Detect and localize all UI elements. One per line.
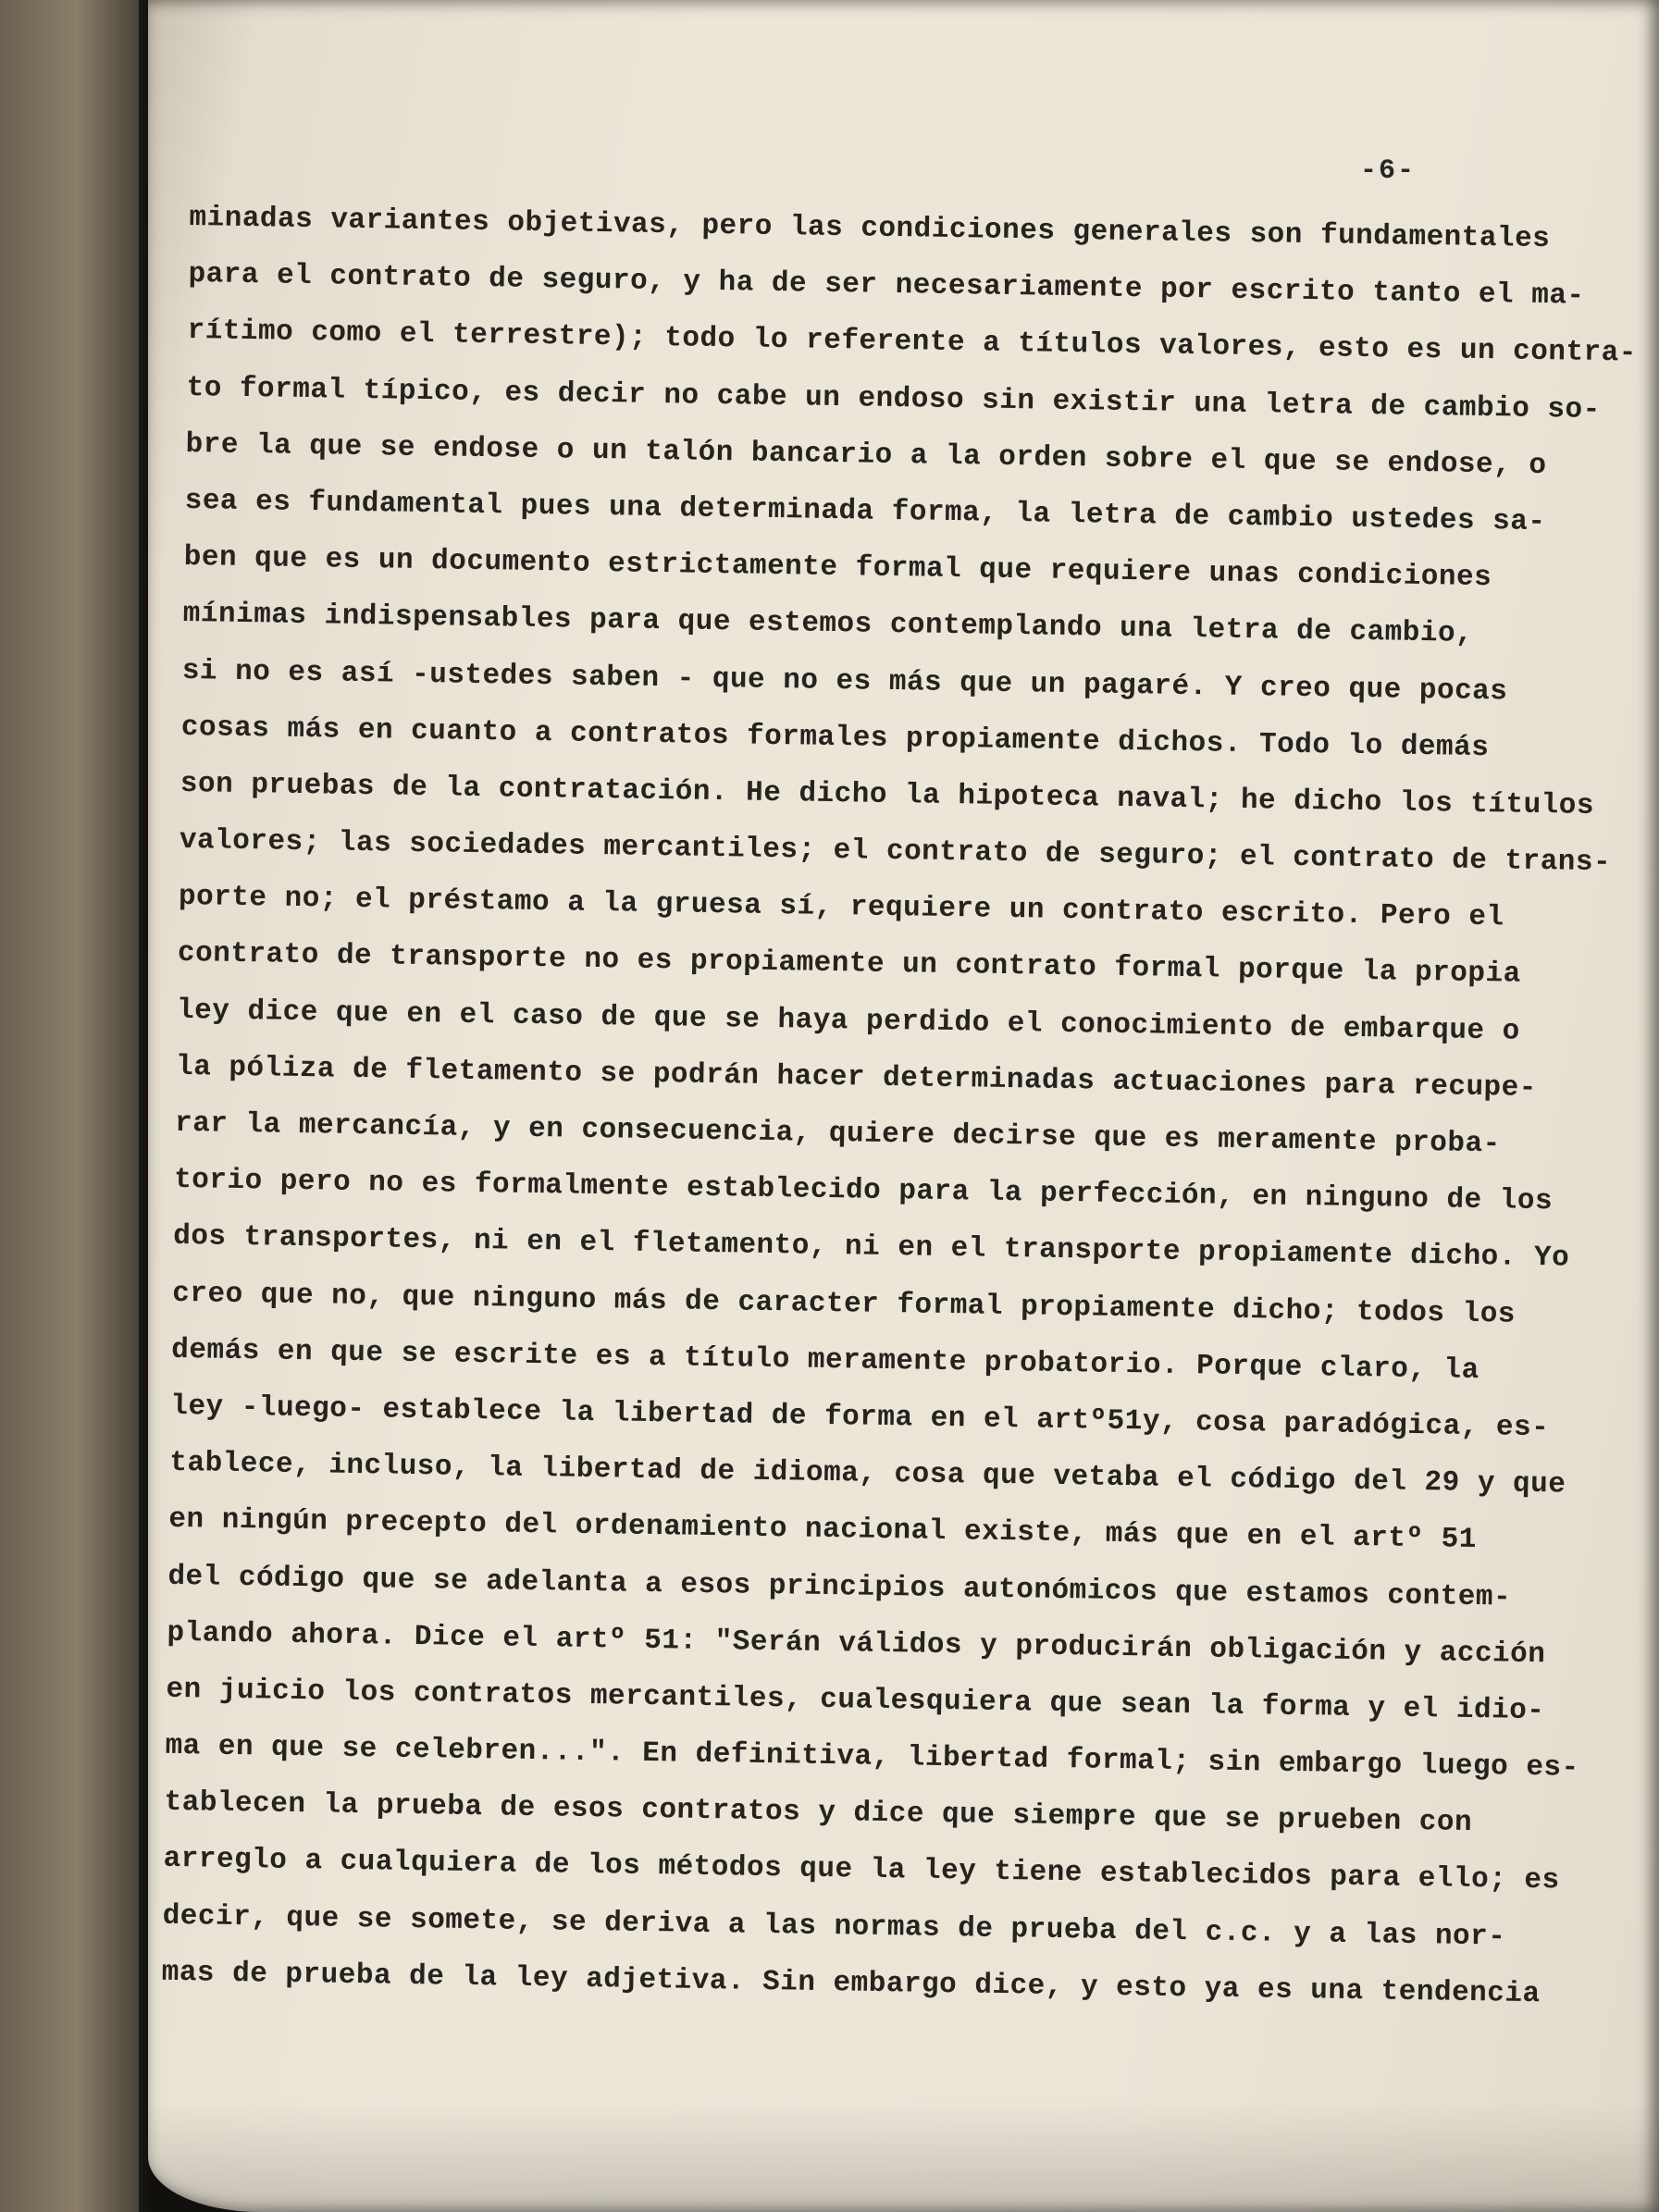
text-line: ley dice que en el caso de que se haya perdido el conocimiento de embarque o bbox=[176, 994, 1521, 1048]
left-page-edge bbox=[0, 0, 139, 2212]
text-line: sea es fundamental pues una determinada forma, la letra de cambio ustedes sa- bbox=[184, 484, 1546, 538]
text-line: ley -luego- establece la libertad de forma en el artº51y, cosa paradógica, es- bbox=[170, 1390, 1550, 1445]
text-line: en juicio los contratos mercantiles, cualesquiera que sean la forma y el idio- bbox=[166, 1673, 1545, 1728]
text-line: decir, que se somete, se deriva a las normas de prueba del c.c. y a las nor- bbox=[162, 1899, 1506, 1954]
text-line: rítimo como el terrestre); todo lo referente a títulos valores, esto es un contra- bbox=[187, 315, 1638, 370]
text-line: en ningún precepto del ordenamiento nacional existe, más que en el artº 51 bbox=[168, 1503, 1478, 1557]
body-text bbox=[161, 190, 1638, 2021]
text-line: bre la que se endose o un talón bancario a la orden sobre el que se endose, o bbox=[185, 427, 1547, 482]
text-line: mínimas indispensables para que estemos contemplando una letra de cambio, bbox=[182, 598, 1474, 651]
text-line: porte no; el préstamo a la gruesa sí, requiere un contrato escrito. Pero el bbox=[178, 881, 1504, 934]
text-line: ben que es un documento estrictamente formal que requiere unas condiciones bbox=[183, 541, 1492, 595]
text-line: demás en que se escrite es a título meramente probatorio. Porque claro, la bbox=[171, 1333, 1480, 1387]
text-line: cosas más en cuanto a contratos formales propiamente dichos. Todo lo demás bbox=[180, 711, 1490, 764]
text-line: si no es así -ustedes saben - que no es más que un pagaré. Y creo que pocas bbox=[181, 654, 1508, 708]
text-line: tablece, incluso, la libertad de idioma, cosa que vetaba el código del 29 y que bbox=[169, 1446, 1566, 1501]
text-line: rar la mercancía, y en consecuencia, quiere decirse que es meramente proba- bbox=[174, 1106, 1501, 1161]
text-line: ma en que se celebren...". En definitiva, libertad formal; sin embargo luego es- bbox=[165, 1729, 1579, 1785]
text-line: son pruebas de la contratación. He dicho la hipoteca naval; he dicho los títulos bbox=[180, 767, 1595, 822]
text-line: plando ahora. Dice el artº 51: "Serán válidos y producirán obligación y acción bbox=[167, 1616, 1546, 1671]
text-line: tablecen la prueba de esos contratos y dice que siempre que se prueben con bbox=[164, 1786, 1473, 1840]
text-line: dos transportes, ni en el fletamento, ni en el transporte propiamente dicho. Yo bbox=[172, 1220, 1570, 1275]
text-line: minadas variantes objetivas, pero las condiciones generales son fundamentales bbox=[189, 201, 1551, 256]
text-line: valores; las sociedades mercantiles; el contrato de seguro; el contrato de trans- bbox=[179, 823, 1612, 880]
text-line: creo que no, que ninguno más de caracter formal propiamente dicho; todos los bbox=[171, 1277, 1517, 1331]
text-line: torio pero no es formalmente establecido para la perfección, en ninguno de los bbox=[173, 1164, 1554, 1218]
text-line: arreglo a cualquiera de los métodos que la ley tiene establecidos para ello; es bbox=[163, 1843, 1560, 1897]
text-line: la póliza de fletamento se podrán hacer determinadas actuaciones para recupe- bbox=[175, 1050, 1538, 1105]
page-number: -6- bbox=[1360, 155, 1417, 187]
text-line: del código que se adelanta a esos principios autonómicos que estamos contem- bbox=[167, 1560, 1512, 1614]
text-line: to formal típico, es decir no cabe un endoso sin existir una letra de cambio so- bbox=[186, 371, 1601, 426]
text-line: mas de prueba de la ley adjetiva. Sin embargo dice, y esto ya es una tendencia bbox=[161, 1956, 1541, 2010]
text-line: contrato de transporte no es propiamente un contrato formal porque la propia bbox=[177, 937, 1521, 992]
text-line: para el contrato de seguro, y ha de ser necesariamente por escrito tanto el ma- bbox=[188, 258, 1585, 313]
